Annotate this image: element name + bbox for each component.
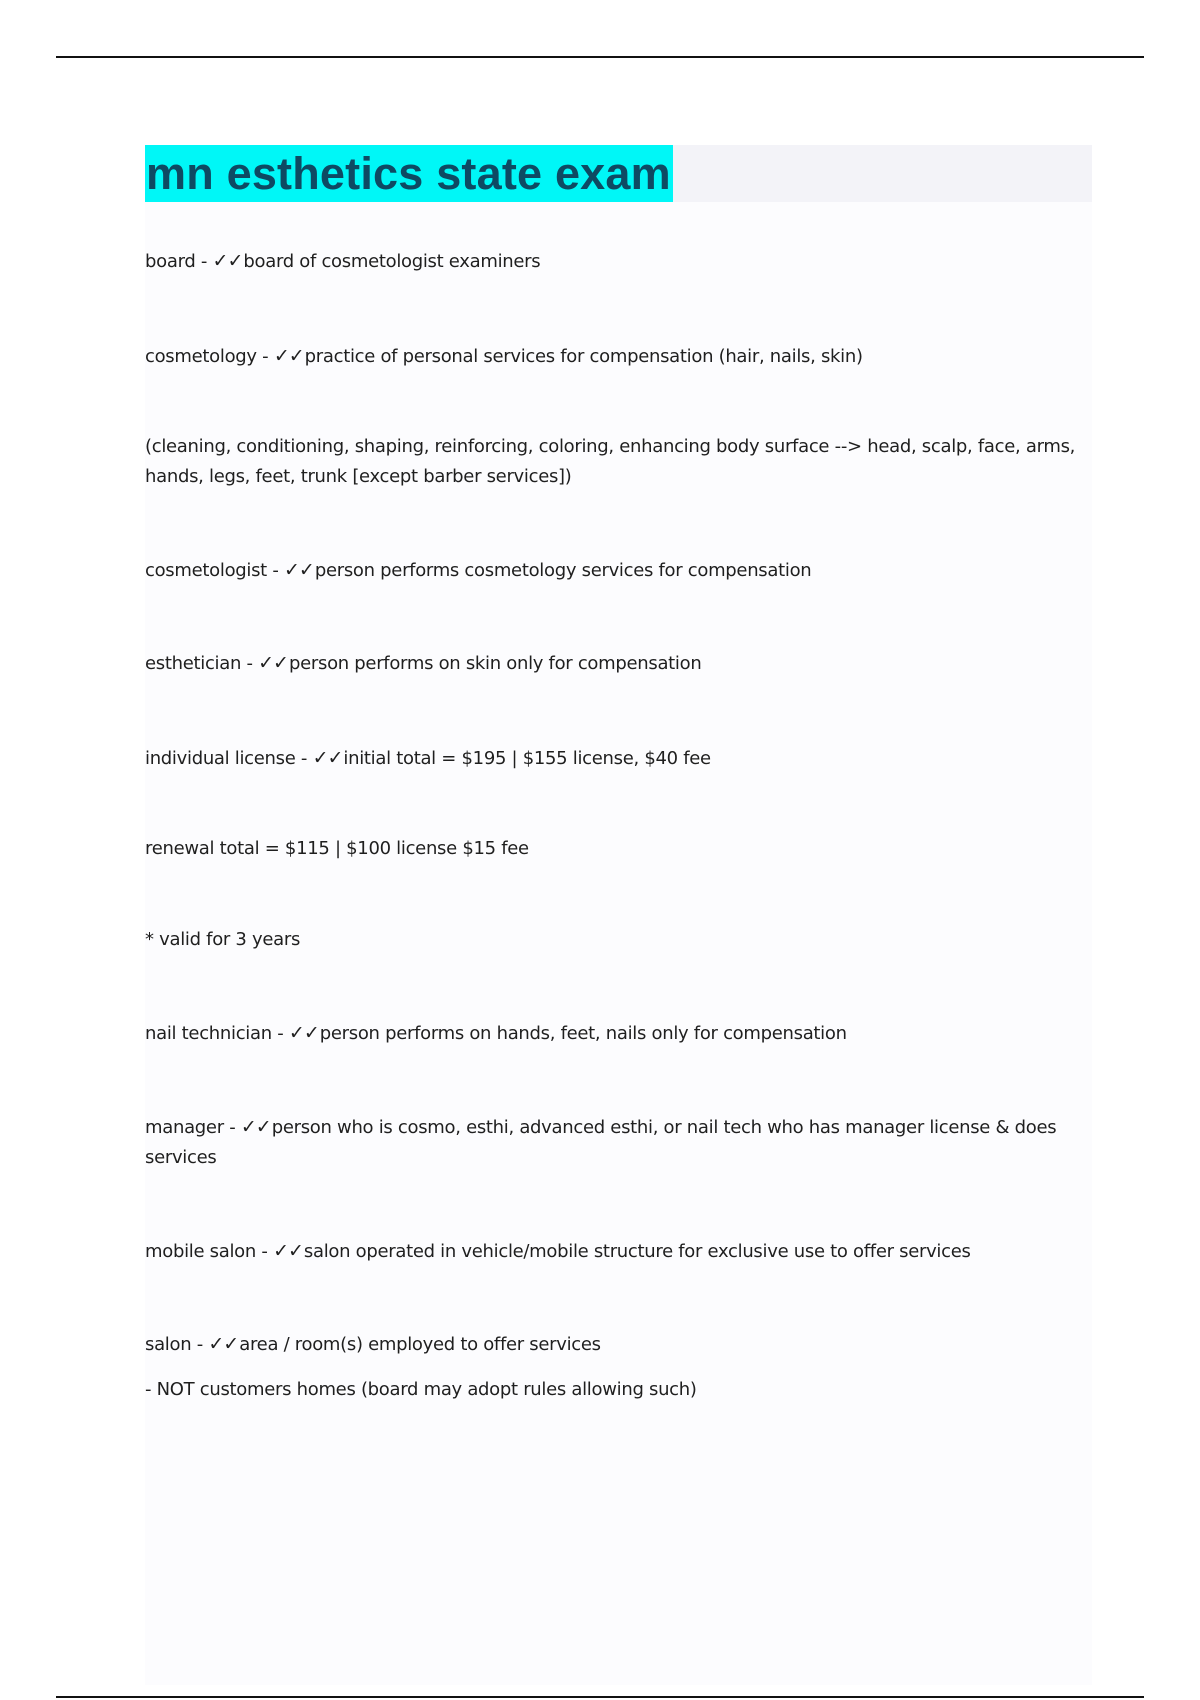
checkmark-icon: ✓✓ xyxy=(240,1116,271,1138)
entry-definition: person performs on hands, feet, nails only for compensation xyxy=(319,1023,847,1044)
checkmark-icon: ✓✓ xyxy=(288,1022,319,1044)
entry-definition: board of cosmetologist examiners xyxy=(243,251,541,272)
entry-term: mobile salon xyxy=(145,1241,257,1262)
entry-note-validity: * valid for 3 years xyxy=(145,929,301,950)
checkmark-icon: ✓✓ xyxy=(208,1333,239,1355)
entry-mobile-salon: mobile salon - ✓✓salon operated in vehicle/mobile structure for exclusive use to offer services xyxy=(145,1240,971,1262)
checkmark-icon: ✓✓ xyxy=(212,250,243,272)
entry-term: cosmetologist xyxy=(145,560,267,581)
entry-term: manager xyxy=(145,1117,224,1138)
entry-cosmetology: cosmetology - ✓✓practice of personal services for compensation (hair, nails, skin) xyxy=(145,345,863,367)
checkmark-icon: ✓✓ xyxy=(273,345,304,367)
entry-definition: initial total = $195 | $155 license, $40 fee xyxy=(343,748,711,769)
checkmark-icon: ✓✓ xyxy=(258,652,288,674)
entry-definition: practice of personal services for compensation (hair, nails, skin) xyxy=(304,346,863,367)
entry-term: salon xyxy=(145,1334,192,1355)
entry-term: board xyxy=(145,251,196,272)
entry-definition: person who is cosmo, esthi, advanced esthi, or nail tech who has manager license & does services xyxy=(145,1117,1057,1168)
entry-term: nail technician xyxy=(145,1023,272,1044)
page-background xyxy=(145,145,1092,1685)
entry-esthetician: esthetician - ✓✓person performs on skin only for compensation xyxy=(145,652,702,674)
entry-board: board - ✓✓board of cosmetologist examiners xyxy=(145,250,541,272)
entry-manager: manager - ✓✓person who is cosmo, esthi, advanced esthi, or nail tech who has manager license & does services xyxy=(145,1116,1057,1168)
entry-note-renewal: renewal total = $115 | $100 license $15 fee xyxy=(145,838,529,859)
entry-nail-technician: nail technician - ✓✓person performs on hands, feet, nails only for compensation xyxy=(145,1022,847,1044)
entry-term: cosmetology xyxy=(145,346,257,367)
entry-note-salon-exclusion: - NOT customers homes (board may adopt rules allowing such) xyxy=(145,1379,697,1400)
entry-salon: salon - ✓✓area / room(s) employed to offer services xyxy=(145,1333,601,1355)
entry-term: individual license xyxy=(145,748,296,769)
entry-definition: salon operated in vehicle/mobile structure for exclusive use to offer services xyxy=(303,1241,971,1262)
entry-definition: person performs on skin only for compensation xyxy=(288,653,702,674)
checkmark-icon: ✓✓ xyxy=(312,747,343,769)
entry-definition: area / room(s) employed to offer services xyxy=(239,1334,601,1355)
bottom-rule xyxy=(56,1696,1144,1698)
entry-definition: person performs cosmetology services for compensation xyxy=(314,560,812,581)
document-title: mn esthetics state exam xyxy=(145,145,673,202)
entry-note-cosmetology-scope: (cleaning, conditioning, shaping, reinforcing, coloring, enhancing body surface --> head, scalp, face, arms, hands, legs, feet, trunk [except barber services]) xyxy=(145,436,1076,487)
entry-term: esthetician xyxy=(145,653,242,674)
top-rule xyxy=(56,56,1144,58)
checkmark-icon: ✓✓ xyxy=(273,1240,303,1262)
entry-individual-license: individual license - ✓✓initial total = $195 | $155 license, $40 fee xyxy=(145,747,711,769)
checkmark-icon: ✓✓ xyxy=(284,559,314,581)
entry-cosmetologist: cosmetologist - ✓✓person performs cosmetology services for compensation xyxy=(145,559,812,581)
